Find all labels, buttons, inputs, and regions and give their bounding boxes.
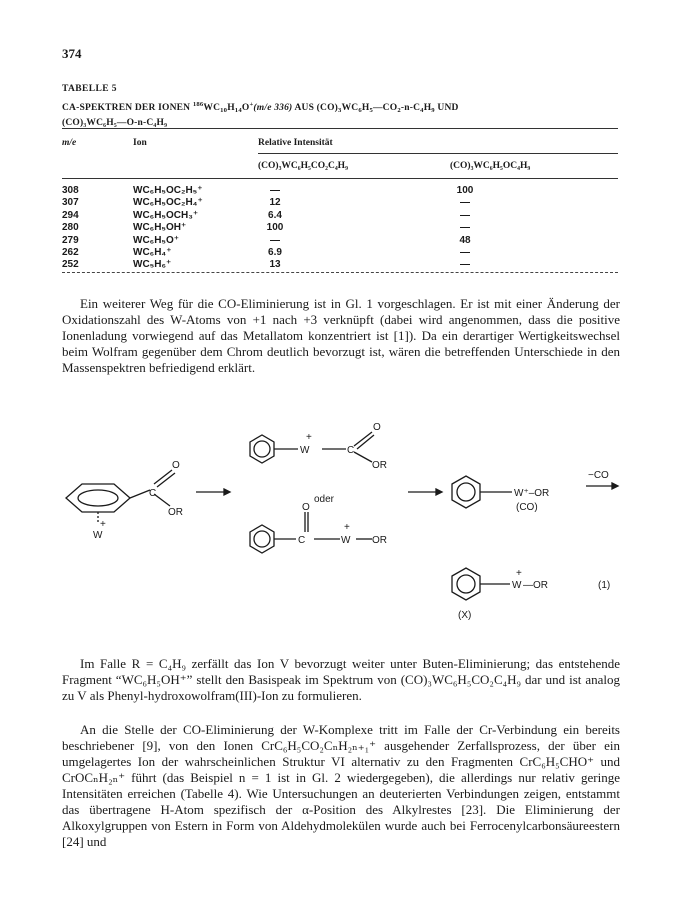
col-header-ion: Ion: [133, 138, 147, 148]
paragraph-1: Ein weiterer Weg für die CO-Eliminierung ist in Gl. 1 vorgeschlagen. Er ist mit einer Änderung der Oxidationszahl des W-Atoms von +1 nach +3 verknüpft (dabei wird angenommen, dass die positive Ionenladung vorwiegend auf das Metallatom konzentriert ist [1]). Da ein derartiger Wertigkeitswechsel beim Wolfram gegenüber dem Chrom deutlich bevorzugt ist, wären die betreffenden Unterschiede in den Massenspektren befriedigend erklärt.: [62, 296, 620, 375]
table-cell-ion: WC₆H₅OC₂H₅⁺: [133, 185, 203, 196]
table-cell-ion: WC₆H₅OCH₃⁺: [133, 209, 199, 221]
plus-bottom: +: [344, 522, 350, 533]
or-left: OR: [168, 507, 183, 518]
equation-number: (1): [598, 580, 611, 591]
plus-top: +: [306, 432, 312, 443]
c-atom-left: C: [149, 488, 157, 499]
co-paren: (CO): [516, 502, 538, 513]
table-cell-v2: —: [460, 259, 470, 271]
col-header-compound-2: (CO)₃WC₆H₅OC₄H₉: [450, 161, 531, 171]
reaction-scheme: [0, 414, 680, 644]
table-bottom-rule: [62, 272, 618, 273]
w-atom-left: W: [93, 530, 103, 541]
table-cell-mz: 279: [62, 234, 79, 246]
table-cell-mz: 294: [62, 209, 79, 221]
table-cell-ion: WC₆H₄⁺: [133, 247, 172, 258]
plus-x: +: [516, 568, 522, 579]
w-atom-bottom: W: [341, 535, 351, 546]
table-cell-v2: —: [460, 247, 470, 258]
table-cell-v2: —: [460, 209, 470, 221]
table-label: TABELLE 5: [62, 84, 117, 94]
page-number: 374: [62, 46, 82, 61]
benzene-ring-bottom: [250, 525, 274, 553]
table-cell-v1: —: [270, 185, 280, 196]
col-header-compound-1: (CO)₃WC₆H₅CO₂C₄H₉: [258, 161, 348, 171]
table-caption: CA-SPEKTREN DER IONEN $^{186}WC_{10}H_{14}O^+(m/e$ 336) AUS $(CO)_3WC_6H_5—CO_2-n-C_4H_9$ UND (CO)₃WC₆H₅—O-n-C₄H₉: [62, 101, 459, 128]
col-header-mz: m/e: [62, 138, 77, 148]
col-header-subrule: [258, 153, 618, 154]
table-cell-ion: WC₆H₅OC₂H₄⁺: [133, 197, 203, 209]
or-top: OR: [372, 460, 387, 471]
minus-co: −CO: [588, 470, 609, 481]
table-cell-ion: WC₆H₅O⁺: [133, 234, 180, 246]
c-atom-bottom: C: [298, 535, 306, 546]
table-cell-v2: 100: [456, 185, 474, 196]
w-atom-top: W: [300, 445, 310, 456]
paragraph-2: Im Falle R = C₄H₉ zerfällt das Ion V bevorzugt weiter unter Buten-Eliminierung; das entstehende Fragment “WC₆H₅OH⁺” stellt den Basispeak im Spektrum von (CO)₃WC₆H₅CO₂C₄H₉ dar und ist analog zu V als Phenyl-hydroxowolfram(III)-Ion zu formulieren.: [62, 656, 620, 703]
w-atom-x: W: [512, 580, 522, 591]
plus-left: +: [100, 519, 106, 530]
table-cell-v1: 100: [266, 222, 284, 234]
table-cell-mz: 280: [62, 222, 79, 234]
compound-label-x: (X): [458, 610, 472, 621]
table-cell-v1: 13: [269, 259, 281, 271]
table-cell-v1: —: [270, 234, 280, 246]
paragraph-3: An die Stelle der CO-Eliminierung der W-Komplexe tritt im Falle der Cr-Verbindung ein bereits beschriebener [9], von den Ionen CrC₆H₅CO₂CₙH₂ₙ₊₁⁺ ausgehender Zerfallsprozess, der über ein umgelagertes Ion der wahrscheinlichen Struktur VI alternativ zu den Fragmenten CrC₆H₅CHO⁺ und CrOCₙH₂ₙ⁺ führt (das Beispiel n = 1 ist in Gl. 2 wiedergegeben), die allerdings nur relativ geringe Intensitäten erreichen (Tabelle 4). Wie Untersuchungen an deuterierten Verbindungen zeigen, entstammt das übertragene H-Atom spezifisch der α-Position des Alkylrestes [23]. Die Eliminierung der Alkoxylgruppen von Estern in Form von Aldehydmolekülen wurde auch bei Ferrocenylcarbonsäureestern [24] und: [62, 722, 620, 849]
table-caption-line2: (CO)₃WC₆H₅—O-n-C₄H₉: [62, 118, 168, 128]
w-or-product: W⁺–OR: [514, 488, 550, 499]
table-header-rule: [62, 178, 618, 179]
o-atom-top: O: [373, 422, 381, 433]
table-cell-mz: 307: [62, 197, 79, 209]
benzene-ring-product: [452, 476, 480, 508]
table-cell-mz: 262: [62, 247, 79, 258]
col-header-relative-intensity: Relative Intensität: [258, 138, 333, 148]
o-atom-bottom: O: [302, 502, 310, 513]
table-cell-mz: 308: [62, 185, 79, 196]
table-cell-ion: WC₆H₅OH⁺: [133, 222, 187, 234]
oder-label: oder: [314, 494, 335, 505]
or-x: —OR: [523, 580, 548, 591]
benzene-ring-x: [452, 568, 480, 600]
benzene-pi-complex: [66, 484, 130, 512]
table-top-rule: [62, 128, 618, 129]
table-cell-ion: WC₅H₆⁺: [133, 259, 172, 271]
or-bottom: OR: [372, 535, 387, 546]
c-atom-top: C: [347, 445, 355, 456]
benzene-ring-top: [250, 435, 274, 463]
table-cell-v1: 6.9: [268, 247, 282, 258]
table-cell-v2: —: [460, 197, 470, 209]
table-cell-v1: 12: [269, 197, 281, 209]
table-cell-mz: 252: [62, 259, 79, 271]
table-cell-v2: 48: [459, 234, 471, 246]
table-cell-v2: —: [460, 222, 470, 234]
table-cell-v1: 6.4: [268, 209, 282, 221]
o-atom-left: O: [172, 460, 180, 471]
